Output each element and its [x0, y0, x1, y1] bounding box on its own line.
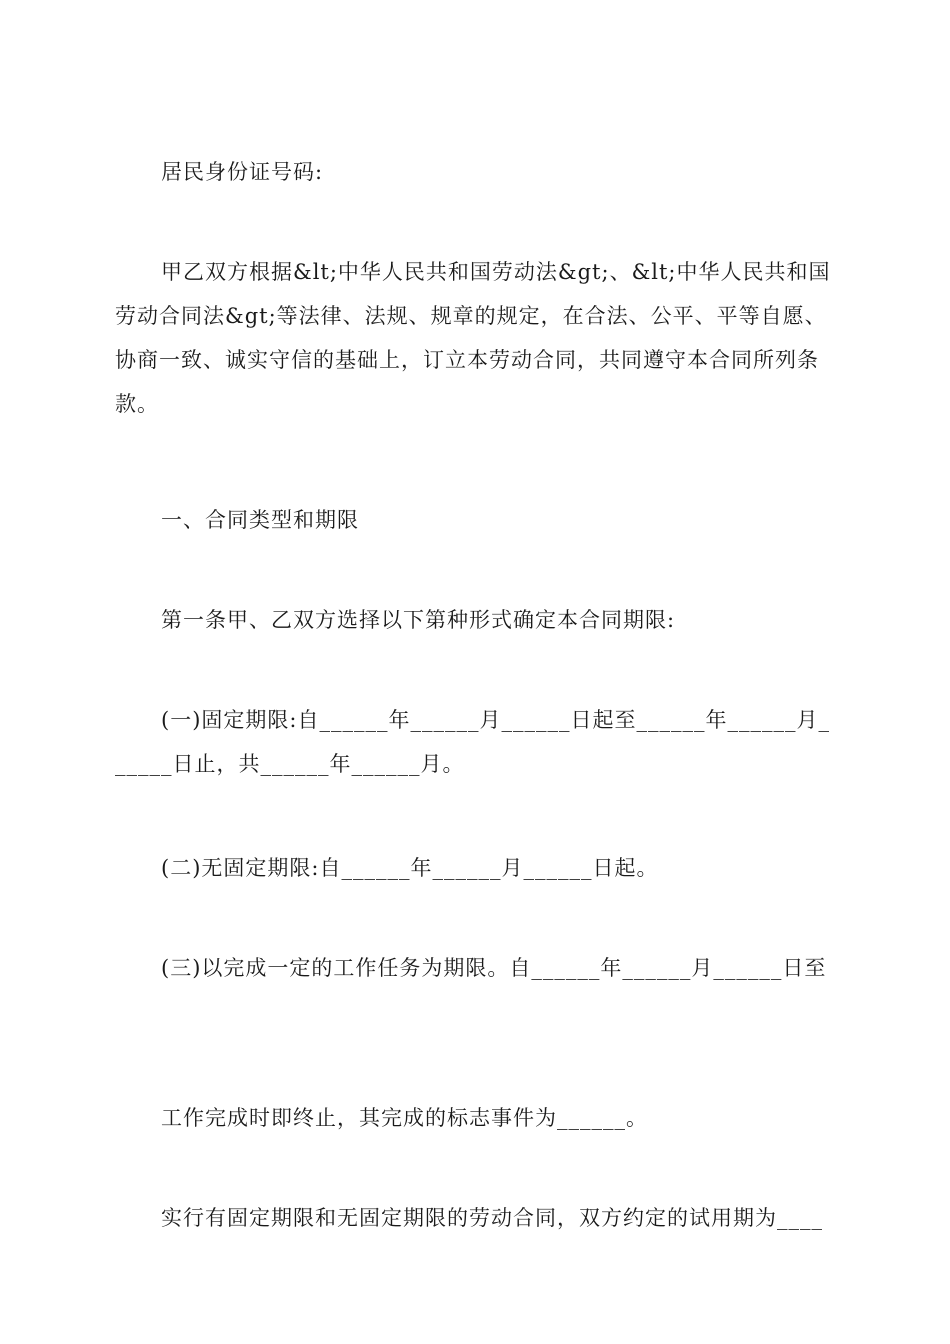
option-task-based: (三)以完成一定的工作任务为期限。自______年______月______日至 [161, 956, 827, 980]
preamble-paragraph: 甲乙双方根据&lt;中华人民共和国劳动法&gt;、&lt;中华人民共和国劳动合同法&gt;等法律、法规、规章的规定，在合法、公平、平等自愿、协商一致、诚实守信的基础上，订立本劳动合同，共同遵守本合同所列条款。 [115, 260, 831, 416]
article-1-text: 第一条甲、乙双方选择以下第种形式确定本合同期限: [161, 608, 676, 632]
option-fixed-term: (一)固定期限:自______年______月______日起至______年______月______日止，共______年______月。 [115, 708, 830, 776]
option-task-based-continued: 工作完成时即终止，其完成的标志事件为______。 [161, 1106, 648, 1130]
id-number-label: 居民身份证号码: [161, 160, 324, 184]
section-heading: 一、合同类型和期限 [161, 508, 359, 532]
option-open-ended: (二)无固定期限:自______年______月______日起。 [161, 856, 659, 880]
probation-paragraph: 实行有固定期限和无固定期限的劳动合同，双方约定的试用期为____ [161, 1206, 823, 1230]
